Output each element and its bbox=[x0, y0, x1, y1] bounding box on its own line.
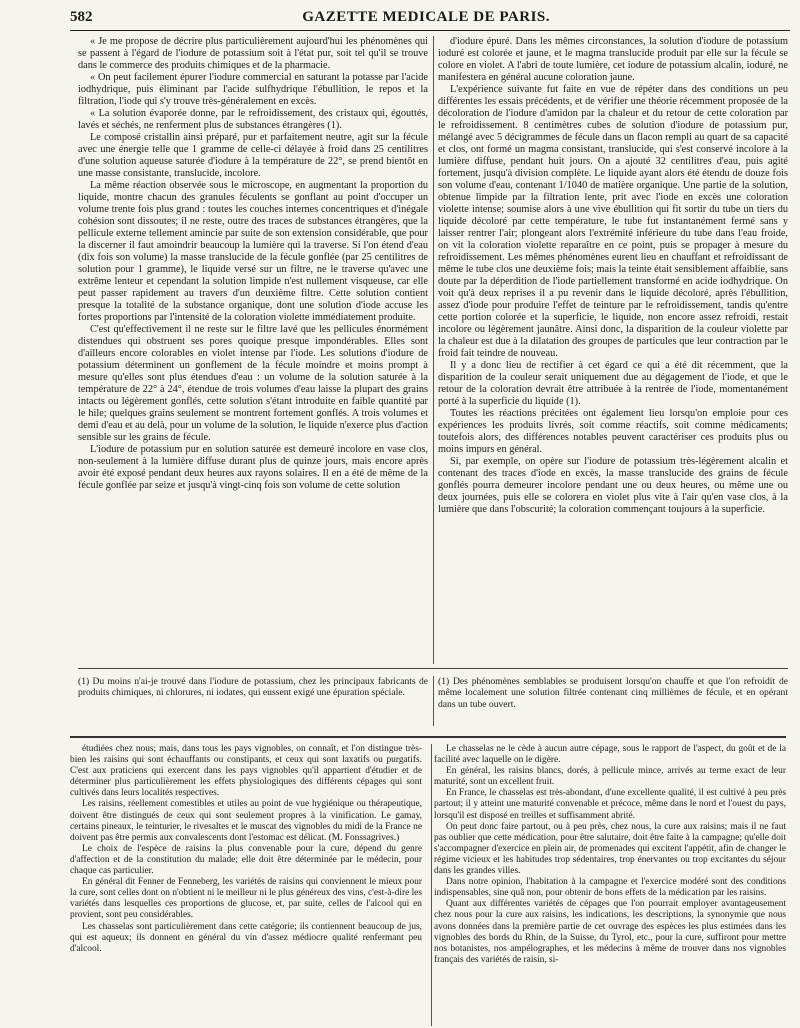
paragraph: En général, les raisins blancs, dorés, à pellicule mince, arrivés au terme exact de leur maturité, sont un excellent fruit. bbox=[434, 766, 786, 788]
section-rule bbox=[70, 736, 786, 738]
paragraph: Si, par exemple, on opère sur l'iodure de potassium très-légèrement alcalin et contenant des traces d'iode en excès, la masse translucide des grains de fécule gonflés pourra demeurer incolore pendant une ou deux heures, ou même une ou deux journées, puis elle se colorera en violet plus vite à l'air qu'en vase clos, à la lumière que dans l'obscurité; la coloration commençant toujours à la superficie. bbox=[438, 456, 788, 515]
paragraph: Toutes les réactions précitées ont également lieu lorsqu'on emploie pour ces expériences les produits livrés, soit comme réactifs, soit comme médicaments; toutefois alors, des différences notables peuvent caractériser ces produits plus ou moins impurs en général. bbox=[438, 408, 788, 455]
paragraph: En général dit Fenner de Fenneberg, les variétés de raisins qui conviennent le mieux pour la cure, sont celles dont on n'obtient ni le meilleur ni le plus généreux des vins, c'est-à-dire les variétés dans lesquelles ces proportions de glucose, et, par suite, celles de l'alcool qui en provient, sont peu considérables. bbox=[70, 877, 422, 921]
lower-right-column bbox=[434, 744, 786, 1026]
paragraph: Il y a donc lieu de rectifier à cet égard ce qui a été dit récemment, que la disparition de la couleur serait uniquement due au dégagement de l'iode, et que le retour de la coloration devrait être attribuée à la rentrée de l'iode, momentanément porté à la superficie du liquide (1). bbox=[438, 360, 788, 407]
paragraph: En France, le chasselas est très-abondant, d'une excellente qualité, il est cultivé à peu près partout; il y atteint une maturité convenable et précoce, même dans le nord et l'ouest du pays, lorsqu'il est disposé en treilles et suffisamment abrité. bbox=[434, 788, 786, 821]
paragraph: étudiées chez nous; mais, dans tous les pays vignobles, on connaît, et l'on distingue très-bien les raisins qui sont échauffants ou constipants, et ceux qui sont laxatifs ou purgatifs. C'est aux praticiens qui exercent dans les pays vignobles qu'il appartient d'étudier et de déterminer plus particulièrement les effets physiologiques des différents cépages qui sont cultivés dans leurs localités respectives. bbox=[70, 744, 422, 799]
upper-left-column bbox=[78, 36, 428, 664]
paragraph: On peut donc faire partout, ou à peu près, chez nous, la cure aux raisins; mais il ne faut pas oublier que cette médication, pour être salutaire, doit être faite à la campagne; qu'elle doit s'accompagner d'exercice en plein air, de promenades qui excitent l'appétit, afin de changer le régime vicieux et les habitudes trop sédentaires, trop énervantes ou trop excitantes du séjour dans les grandes villes. bbox=[434, 821, 786, 877]
paragraph: Quant aux différentes variétés de cépages que l'on pourrait employer avantageusement chez nous pour la cure aux raisins, les indications, les descriptions, la synonymie que nous avons données dans la première partie de cet ouvrage des espèces les plus estimées dans les vignobles des bords du Rhin, de la Suisse, du Tyrol, etc., pour la cure, suffiront pour mettre nos botanistes, nos ampélographes, et les médecins à même de trouver dans nos vignobles français des variétés de raisin, si- bbox=[434, 899, 786, 965]
paragraph: d'iodure épuré. Dans les mêmes circonstances, la solution d'iodure de potassium ioduré est colorée et jaune, et le magma translucide produit par elle sur la fécule se colore en violet. A l'abri de toute lumière, cet iodure de potassium alcalin, ioduré, ne manifestera en général aucune coloration jaune. bbox=[438, 36, 788, 83]
paragraph: C'est qu'effectivement il ne reste sur le filtre lavé que les pellicules énormément distendues qui obstruent ses pores quoique presque impondérables. Elles sont d'ailleurs encore colorables en violet intense par l'iode. Les solutions d'iodure de potassium déterminent un gonflement de la fécule moindre et moins prompt à mesure qu'elles sont plus étendues d'eau : un volume de la solution saturée à la température de 22° à 24°, étendue de trois volumes d'eau laisse la plupart des grains intacts ou légèrement gonflés, cette solution s'étant introduite en faible quantité par le hile; quelques grains seulement se montrent fortement gonflés. A trois volumes et demi d'eau et au delà, pour un volume de la solution, le liquide n'exerce plus d'action sensible sur les grains de fécule. bbox=[78, 324, 428, 443]
paragraph: Le chasselas ne le cède à aucun autre cépage, sous le rapport de l'aspect, du goût et de la facilité avec laquelle on le digère. bbox=[434, 744, 786, 766]
column-divider bbox=[431, 744, 432, 1026]
paragraph: Le choix de l'espèce de raisins la plus convenable pour la cure, dépend du genre d'affection et de la constitution du malade; elle doit être déterminée par le médecin, pour chaque cas particulier. bbox=[70, 843, 422, 877]
footnote-rule bbox=[78, 668, 788, 669]
paragraph: « Je me propose de décrire plus particulièrement aujourd'hui les phénomènes qui se passent à l'égard de l'iodure de potassium soit à l'état pur, soit tel qu'il se trouve dans le commerce des produits chimiques et de la pharmacie. bbox=[78, 36, 428, 71]
paragraph: Les raisins, réellement comestibles et utiles au point de vue hygiénique ou thérapeutique, doivent être distingués de ceux qui sont seulement propres à la vinification. Le gamay, certains pineaux, le teinturier, le rivesaltes et le muscat des vignobles du midi de la France ne doivent pas être permis aux convalescents dont l'estomac est délicat. (M. Fonssagrives.) bbox=[70, 799, 422, 843]
footnote-right: (1) Des phénomènes semblables se produisent lorsqu'on chauffe et que l'on refroidit de même localement une solution filtrée contenant cinq millièmes de fécule, et en opérant dans un tube ouvert. bbox=[438, 676, 788, 710]
upper-right-column bbox=[438, 36, 788, 664]
lower-left-column bbox=[70, 744, 422, 1026]
paragraph: L'iodure de potassium pur en solution saturée est demeuré incolore en vase clos, non-seulement à la lumière diffuse durant plus de quinze jours, mais encore après avoir été exposé pendant deux heures aux rayons solaires. Il en a été de même de la fécule gonflée par seize et jusqu'à vingt-cinq fois son volume de cette solution bbox=[78, 444, 428, 491]
paragraph: Les chasselas sont particulièrement dans cette catégorie; ils contiennent beaucoup de jus, qui est aqueux; ils donnent en général du vin d'assez médiocre qualité renfermant peu d'alcool. bbox=[70, 921, 422, 954]
journal-title: GAZETTE MEDICALE DE PARIS. bbox=[302, 8, 550, 25]
lower-columns bbox=[70, 744, 786, 1026]
paragraph: « La solution évaporée donne, par le refroidissement, des cristaux qui, égouttés, lavés et séchés, ne renferment plus de substances étrangères (1). bbox=[78, 108, 428, 131]
page-number: 582 bbox=[70, 8, 93, 25]
footnote-left: (1) Du moins n'ai-je trouvé dans l'iodure de potassium, chez les principaux fabricants de produits chimiques, ni chlorures, ni iodates, qui eussent exigé une épuration spéciale. bbox=[78, 676, 428, 699]
column-divider bbox=[433, 676, 434, 726]
paragraph: « On peut facilement épurer l'iodure commercial en saturant la potasse par l'acide iodhydrique, puis éliminant par l'acide sulfhydrique l'ébullition, le repos et la filtration, l'iode qui s'y trouve très-généralement en excès. bbox=[78, 72, 428, 107]
paragraph: Dans notre opinion, l'habitation à la campagne et l'exercice modéré sont des conditions indispensables, sine quâ non, pour obtenir de bons effets de la médication par les raisins. bbox=[434, 877, 786, 899]
paragraph: L'expérience suivante fut faite en vue de répéter dans des conditions un peu différentes les essais précédents, et de vérifier une théorie récemment proposée de la décoloration de l'iodure d'amidon par la chaleur et du retour de cette coloration par le refroidissement. 8 centimètres cubes de solution d'iodure de potassium pur, mélangé avec 5 décigrammes de fécule dans un flacon rempli au quart de sa capacité et clos, ont formé un magma consistant, translucide, qui s'est conservé incolore à la lumière diffuse, pendant huit jours. On a ajouté 32 centilitres d'eau, puis agité fortement, jusqu'à division complète. Le liquide ayant alors été étendu de douze fois son volume d'eau, contenant 1/1040 de matière organique. Une partie de la solution, obtenue limpide par la filtration lente, prit avec l'iode en excès une coloration violette intense; soumise alors à une vive ébullition qui fit sortir du tube un tiers du liquide décoloré par cette température, le tube fut instantanément fermé sans y laisser rentrer l'air; plongeant alors l'extrémité inférieure du tube dans l'eau froide, on vit la coloration violette reparaître en ce point, puis se propager à mesure du refroidissement. Les mêmes phénomènes eurent lieu en chauffant et refroidissant de même le tube clos une deuxième fois; mais la teinte était sensiblement affaiblie, sans doute par la déperdition de l'iode partiellement transformé en acide iodhydrique. On voit qu'à deux reprises il a pu revenir dans le liquide décoloré, après l'ébullition, assez d'iode pour produire l'effet de teinture par le refroidissement, tandis qu'entre cette portion colorée et la superficie, le liquide, non encore assez refroidi, restait incolore ou légèrement jaunâtre. Ainsi donc, la disparition de la couleur violette par la chaleur est due à la dilatation des groupes de particules que leur contraction par le froid fait teindre de nouveau. bbox=[438, 84, 788, 359]
page-header bbox=[70, 4, 790, 31]
paragraph: La même réaction observée sous le microscope, en augmentant la proportion du liquide, montre chacun des granules féculents se gonflant au point d'occuper un volume trente fois plus grand : toutes les couches internes concentriques et d'inégale cohésion sont dissoutes; il ne reste, outre des traces de substances étrangères, que la pellicule externe tellement amincie par suite de son extension considérable, que pour la discerner il faut amoindrir beaucoup la lumière qui la traverse. Si l'on étend d'eau (dix fois son volume) la masse translucide de la fécule gonflée (par 25 centilitres de solution pour 1 gramme), le liquide versé sur un filtre, ne le traverse qu'avec une extrême lenteur et cependant la solution limpide n'est nullement visqueuse, car elle peut passer rapidement au travers d'un deuxième filtre. Cette solution contient presque la totalité de la substance organique, dont une solution d'iode accuse les fortes proportions par l'intensité de la coloration violette immédiatement produite. bbox=[78, 180, 428, 323]
paragraph: Le composé cristallin ainsi préparé, pur et parfaitement neutre, agit sur la fécule avec une énergie telle que 1 gramme de celle-ci délayée à froid dans 25 centilitres d'une solution aqueuse saturée d'iodure à la température de 22°, se prend bientôt en une masse consistante, translucide, incolore. bbox=[78, 132, 428, 179]
column-divider bbox=[433, 36, 434, 664]
